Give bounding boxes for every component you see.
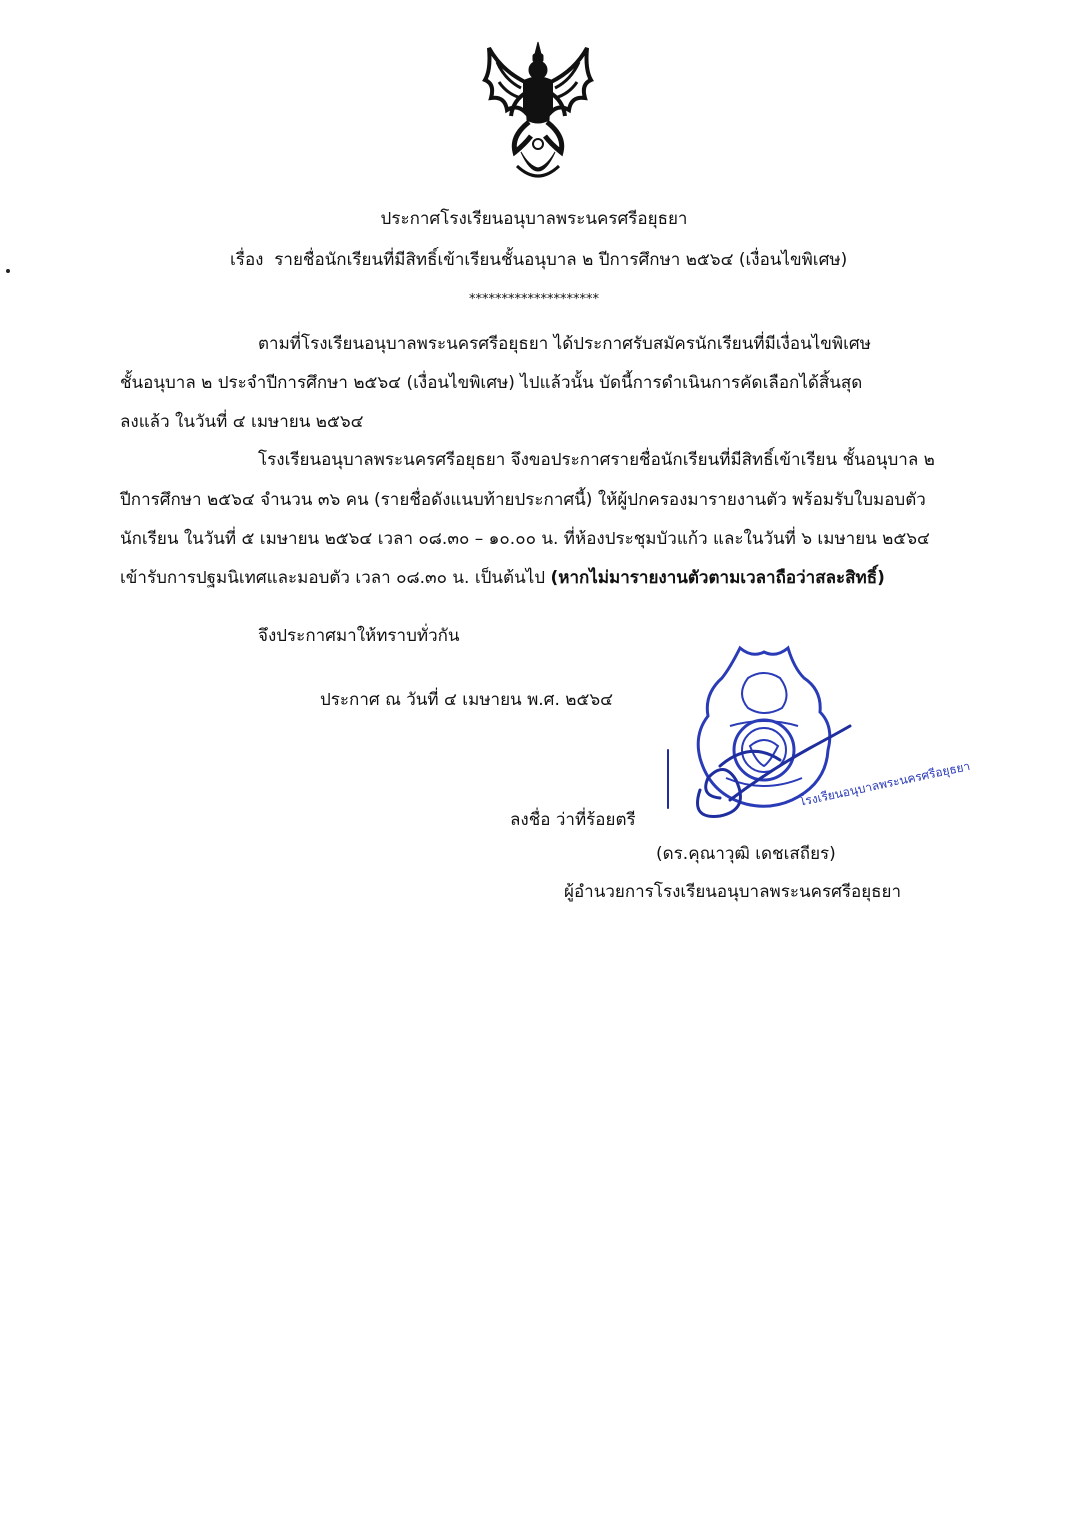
separator: ******************** (469, 292, 599, 307)
paragraph-2-line-1: โรงเรียนอนุบาลพระนครศรีอยุธยา จึงขอประกาศรายชื่อนักเรียนที่มีสิทธิ์เข้าเรียน ชั้นอนุบาล ๒ (258, 450, 935, 470)
signatory-position: ผู้อำนวยการโรงเรียนอนุบาลพระนครศรีอยุธยา (564, 882, 902, 902)
signed-by-label: ลงชื่อ ว่าที่ร้อยตรี (510, 810, 636, 830)
subject-label: เรื่อง (230, 250, 264, 270)
forfeit-notice: (หากไม่มารายงานตัวตามเวลาถือว่าสละสิทธิ์) (550, 568, 885, 588)
garuda-emblem-icon (481, 40, 595, 190)
paragraph-2-line-3: นักเรียน ในวันที่ ๕ เมษายน ๒๕๖๔ เวลา ๐๘.๓๐ – ๑๐.๐๐ น. ที่ห้องประชุมบัวแก้ว และในวันที่ ๖ เมษายน ๒๕๖๔ (120, 529, 930, 549)
subject-text: รายชื่อนักเรียนที่มีสิทธิ์เข้าเรียนชั้นอนุบาล ๒ ปีการศึกษา ๒๕๖๔ (เงื่อนไขพิเศษ) (274, 250, 848, 270)
paragraph-2-line-4-text: เข้ารับการปฐมนิเทศและมอบตัว เวลา ๐๘.๓๐ น. เป็นต้นไป (120, 568, 546, 588)
paragraph-2-line-4 (120, 566, 885, 590)
announcement-title: ประกาศโรงเรียนอนุบาลพระนครศรีอยุธยา (380, 209, 688, 229)
paragraph-2-line-2: ปีการศึกษา ๒๕๖๔ จำนวน ๓๖ คน (รายชื่อดังแนบท้ายประกาศนี้) ให้ผู้ปกครองมารายงานตัว พร้อมรับใบมอบตัว (120, 490, 926, 510)
handwritten-signature (660, 700, 870, 830)
announcement-subject (230, 248, 847, 272)
scan-speck (6, 269, 10, 273)
paragraph-1-line-2: ชั้นอนุบาล ๒ ประจำปีการศึกษา ๒๕๖๔ (เงื่อนไขพิเศษ) ไปแล้วนั้น บัดนี้การดำเนินการคัดเลือกได้สิ้นสุด (120, 373, 863, 393)
closing-line: จึงประกาศมาให้ทราบทั่วกัน (258, 626, 460, 646)
stamp-text: โรงเรียนอนุบาลพระนครศรีอยุธยา (797, 758, 972, 809)
paragraph-1-line-1: ตามที่โรงเรียนอนุบาลพระนครศรีอยุธยา ได้ประกาศรับสมัครนักเรียนที่มีเงื่อนไขพิเศษ (258, 334, 871, 354)
paragraph-1-line-3: ลงแล้ว ในวันที่ ๔ เมษายน ๒๕๖๔ (120, 412, 364, 432)
announcement-date: ประกาศ ณ วันที่ ๔ เมษายน พ.ศ. ๒๕๖๔ (320, 690, 614, 710)
signatory-name: (ดร.คุณาวุฒิ เดชเสถียร) (656, 844, 836, 864)
